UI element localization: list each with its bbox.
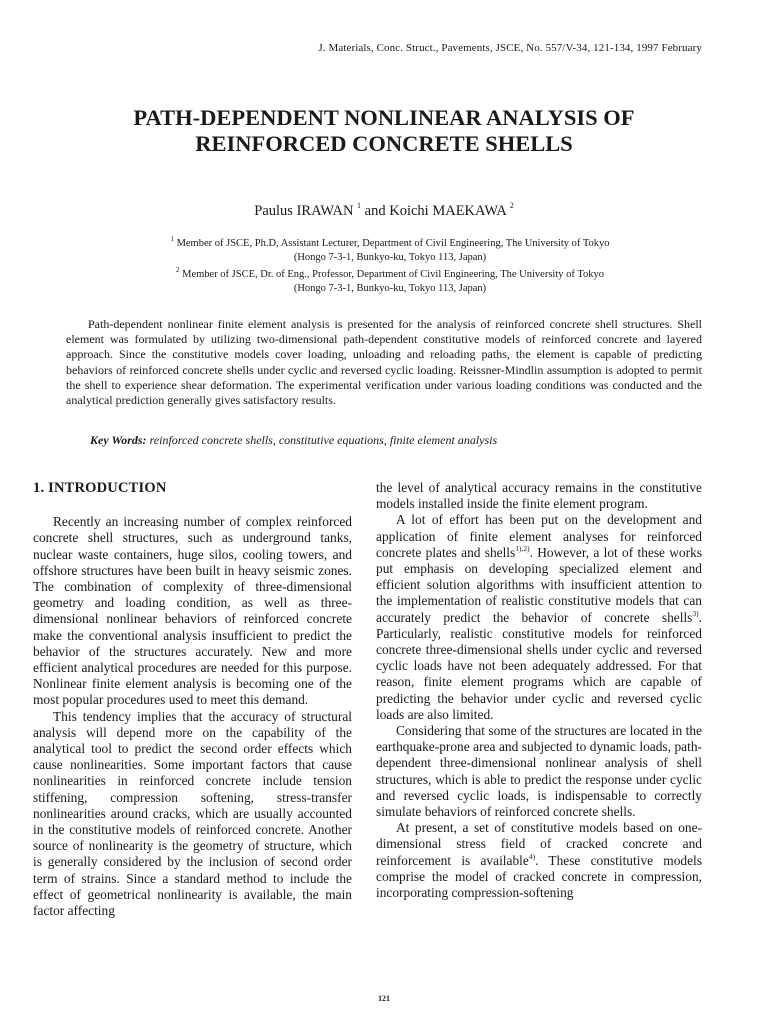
affiliation-2-mark: 2 <box>175 266 180 274</box>
keywords-text: reinforced concrete shells, constitutive equations, finite element analysis <box>146 433 498 447</box>
affiliations <box>90 233 690 295</box>
intro-paragraph-2: This tendency implies that the accuracy of structural analysis will depend more on the capability of the analytical tool to predict the second order effects which cause nonlinearities. Some important factors that cause nonlinearities in reinforced concrete include tension stiffening, compression softening, stress-transfer nonlinearities around cracks, which are usually accounted in the constitutive models of reinforced concrete. Another source of nonlinearity is the geometry of structure, which is generally considered by the inclusion of second order term of strains. Since a standard method to include the effect of geometrical nonlinearity is available, the main factor affecting <box>33 708 352 919</box>
title-line-2: REINFORCED CONCRETE SHELLS <box>195 131 573 156</box>
left-column <box>33 480 352 919</box>
affiliation-2 <box>90 264 690 295</box>
intro-paragraph-3-text-b: . However, a lot of these works put emphasis on developing specialized element and efficient solution algorithms with insufficient attention to the implementation of realistic constitutive models that can accurately predict the behavior of concrete shells <box>376 544 702 625</box>
author-1-mark: 1 <box>357 201 362 210</box>
author-1-name: Paulus IRAWAN <box>254 203 354 219</box>
citation-ref-1-2: 1),2) <box>515 543 530 553</box>
page-number: 121 <box>378 994 390 1003</box>
journal-header: J. Materials, Conc. Struct., Pavements, JSCE, No. 557/V-34, 121-134, 1997 February <box>318 42 702 54</box>
affiliation-1-line-1: Member of JSCE, Ph.D, Assistant Lecturer, Department of Civil Engineering, The University of Tokyo <box>176 238 610 249</box>
intro-paragraph-4: Considering that some of the structures are located in the earthquake-prone area and subjected to dynamic loads, path-dependent three-dimensional nonlinear analysis of shell structures, which is able to predict the response under cyclic and reversed cyclic loads, is indispensable to correctly simulate behaviors of reinforced concrete shells. <box>376 723 702 820</box>
intro-paragraph-continued: the level of analytical accuracy remains in the constitutive models installed inside the finite element program. <box>376 480 702 512</box>
citation-ref-3: 3) <box>692 608 699 618</box>
intro-paragraph-1: Recently an increasing number of complex reinforced concrete shell structures, such as underground tanks, nuclear waste containers, huge silos, cooling towers, and offshore structures have been built in heavy seismic zones. The combination of complexity of three-dimensional geometry and loading condition, as well as three-dimensional nonlinear behaviors of reinforced concrete make the conventional analysis insufficient to predict the behavior of the structures accurately. New and more efficient analytical procedures are needed for this purpose. Nonlinear finite element analysis is becoming one of the most popular procedures used to meet this demand. <box>33 514 352 708</box>
affiliation-2-line-2: (Hongo 7-3-1, Bunkyo-ku, Tokyo 113, Japan) <box>293 282 487 294</box>
citation-ref-4: 4) <box>528 851 536 861</box>
intro-paragraph-5-text-b: . These constitutive models comprise the model of cracked concrete in compression, incorporating compression-softening <box>376 852 702 901</box>
intro-paragraph-5 <box>376 820 702 901</box>
keywords <box>90 433 702 448</box>
affiliation-1 <box>90 233 690 264</box>
abstract: Path-dependent nonlinear finite element analysis is presented for the analysis of reinforced concrete shell structures. Shell element was formulated by utilizing two-dimensional path-dependent constitutive models of reinforced concrete and layered approach. Since the constitutive models cover loading, unloading and reloading paths, the element is capable of predicting behaviors of reinforced concrete shells under cyclic and reversed cyclic loading. Reissner-Mindlin assumption is adopted to permit the shell to experience shear deformation. The experimental verification under various loading conditions was conducted and the analytical prediction generally gives satisfactory results. <box>66 317 702 408</box>
intro-paragraph-3-text-a: A lot of effort has been put on the development and application of finite element analyses for reinforced concrete plates and shells <box>376 512 702 560</box>
title-line-1: PATH-DEPENDENT NONLINEAR ANALYSIS OF <box>133 105 635 130</box>
author-2-name: Koichi MAEKAWA <box>389 203 507 219</box>
intro-paragraph-3 <box>376 512 702 723</box>
intro-paragraph-3-text-c: . Particularly, realistic constitutive models for reinforced concrete three-dimensional shells under cyclic and reversed cyclic loads have not been adequately addressed. For that reason, finite element programs which are capable of predicting the behavior under cyclic and reversed cyclic loads are also limited. <box>376 609 702 722</box>
intro-paragraph-5-text-a: At present, a set of constitutive models based on one-dimensional stress field of cracked concrete and reinforcement is available <box>376 820 702 868</box>
affiliation-1-line-2: (Hongo 7-3-1, Bunkyo-ku, Tokyo 113, Japan) <box>293 251 487 263</box>
author-2-mark: 2 <box>509 201 514 210</box>
affiliation-2-line-1: Member of JSCE, Dr. of Eng., Professor, Department of Civil Engineering, The University of Tokyo <box>182 269 605 280</box>
affiliation-1-mark: 1 <box>170 235 174 243</box>
paper-title <box>0 105 768 157</box>
author-conjunction: and <box>364 203 390 219</box>
keywords-label: Key Words: <box>90 433 147 447</box>
right-column <box>376 480 702 901</box>
author-list <box>0 201 768 220</box>
section-heading-introduction: 1. INTRODUCTION <box>33 480 167 496</box>
